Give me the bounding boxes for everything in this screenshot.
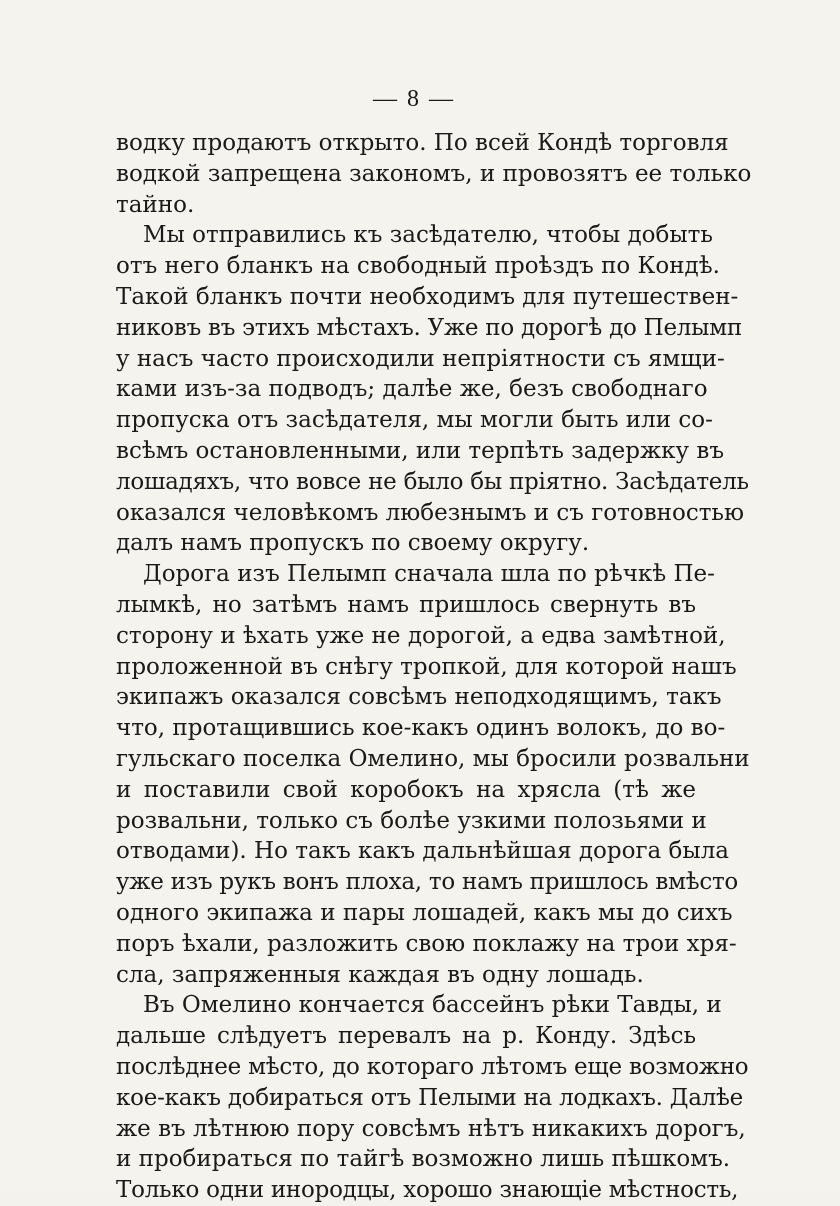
body-text [116,128,752,1206]
page-number: — 8 — [373,86,455,112]
text-line: сла, запряженныя каждая въ одну лошадь. [116,961,644,988]
text-line: гульскаго поселка Омелино, мы бросили розвальни [116,745,750,772]
text-line: всѣмъ остановленными, или терпѣть задержку въ [116,437,724,464]
text-line: водкой запрещена закономъ, и провозятъ ее только [116,160,752,187]
text-line: уже изъ рукъ вонъ плоха, то намъ пришлось вмѣсто [116,869,739,896]
text-line: Только одни инородцы, хорошо знающіе мѣстность, [116,1177,739,1204]
text-line: и поставили свой коробокъ на хрясла (тѣ же [116,776,696,803]
text-line: Дорога изъ Пелымп сначала шла по рѣчкѣ Пе- [143,561,715,588]
text-line: тайно. [116,191,195,218]
text-line: водку продаютъ открыто. По всей Кондѣ торговля [116,130,729,156]
text-line: отъ него бланкъ на свободный проѣздъ по Кондѣ. [116,253,720,280]
text-line: ками изъ-за подводъ; далѣе же, безъ свободнаго [116,376,708,403]
text-line: оказался человѣкомъ любезнымъ и съ готовностью [116,499,744,526]
text-line: отводами). Но такъ какъ дальнѣйшая дорога была [116,838,730,865]
text-line: дальше слѣдуетъ перевалъ на р. Конду. Здѣсь [116,1023,696,1050]
text-line: послѣднее мѣсто, до котораго лѣтомъ еще возможно [116,1053,749,1080]
text-line: проложенной въ снѣгу тропкой, для которой нашъ [116,653,737,680]
text-line: пропуска отъ засѣдателя, мы могли быть или со- [116,407,713,434]
text-line: одного экипажа и пары лошадей, какъ мы до сихъ [116,899,733,926]
text-line: никовъ въ этихъ мѣстахъ. Уже по дорогѣ до Пелымп [116,314,742,341]
text-line: лымкѣ, но затѣмъ намъ пришлось свернуть въ [116,591,696,618]
text-line: далъ намъ пропускъ по своему округу. [116,530,590,557]
text-line: поръ ѣхали, разложить свою поклажу на трои хря- [116,930,737,957]
text-line: и пробираться по тайгѣ возможно лишь пѣшкомъ. [116,1146,731,1173]
text-line: Въ Омелино кончается бассейнъ рѣки Тавды, и [143,992,722,1019]
text-line: Мы отправились къ засѣдателю, чтобы добыть [143,222,713,249]
text-line: же въ лѣтнюю пору совсѣмъ нѣтъ никакихъ дорогъ, [116,1115,746,1142]
text-line: Такой бланкъ почти необходимъ для путешествен- [116,283,739,310]
text-line: у насъ часто происходили непріятности съ ямщи- [116,345,725,372]
text-line: кое-какъ добираться отъ Пелыми на лодкахъ. Далѣе [116,1084,744,1111]
text-line: экипажъ оказался совсѣмъ неподходящимъ, такъ [116,684,722,711]
text-line: лошадяхъ, что вовсе не было бы пріятно. Засѣдатель [116,468,749,495]
text-line: розвальни, только съ болѣе узкими полозьями и [116,807,707,834]
text-line: сторону и ѣхать уже не дорогой, а едва замѣтной, [116,622,726,649]
text-line: что, протащившись кое-какъ одинъ волокъ, до во- [116,715,726,742]
